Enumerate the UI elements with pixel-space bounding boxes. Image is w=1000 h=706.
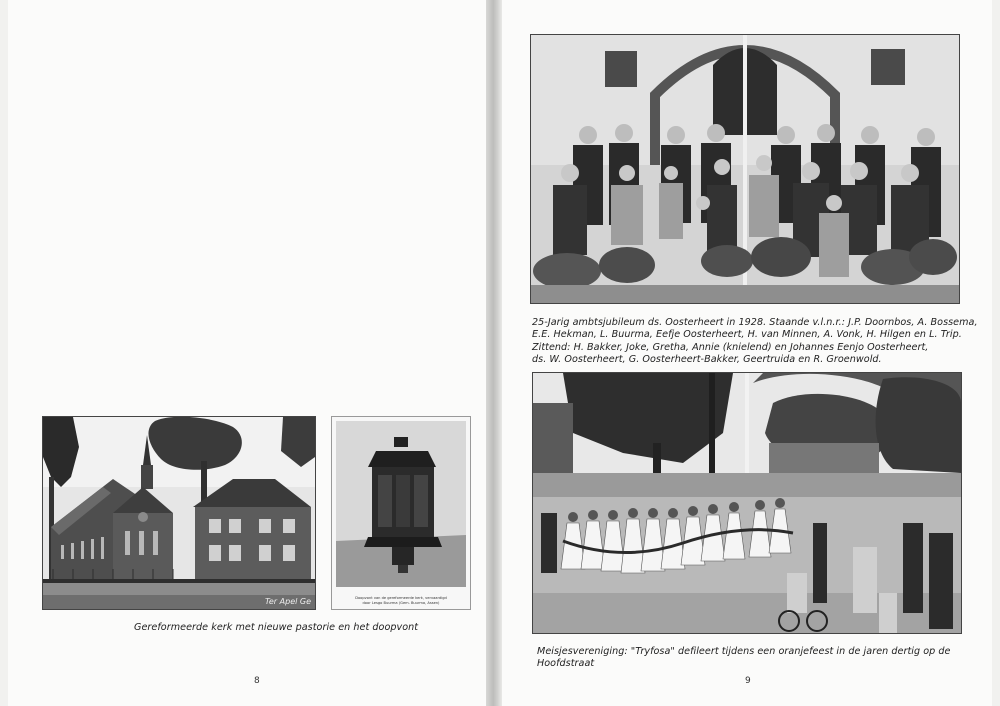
caption-group-line-1: 25-Jarig ambtsjubileum ds. Oosterheert in 1928. Staande v.l.n.r.: J.P. Doornbos, A. Bossema, [532,317,978,328]
photo-watermark: Ter Apel Ge [264,597,311,606]
caption-group-line-4: ds. W. Oosterheert, G. Oosterheert-Bakker, Geertruida en R. Groenwold. [532,354,882,366]
page-number-left: 8 [254,676,260,686]
caption-church: Gereformeerde kerk met nieuwe pastorie en het doopvont [134,622,419,633]
page-number-right: 9 [745,676,751,686]
caption-group-line-3: Zittend: H. Bakker, Joke, Gretha, Annie (knielend) en Johannes Eenjo Oosterheert, [532,341,929,353]
parade-illustration [533,373,961,633]
book-gutter [486,0,502,706]
photo-baptismal-font [331,416,471,610]
church-illustration [43,417,315,609]
photo-group-jubilee [530,34,960,304]
baptismal-font-illustration [332,417,470,609]
group-portrait-illustration [531,35,959,303]
caption-group-line-2: E.E. Hekman, L. Buurma, Eefje Oosterheert, H. van Minnen, A. Vonk, H. Hilgen en L. Trip. [532,329,962,341]
photo-church-parsonage [42,416,316,610]
photo-parade [532,372,962,634]
caption-parade: Meisjesvereniging: "Tryfosa" defileert tijdens een oranjefeest in de jaren dertig op de Hoofdstraat [537,646,951,670]
caption-group [532,317,978,367]
plate-caption: Doopvont van de gereformeerde kerk, vervaardigd door Lesgo Buurma (Gem. Buurma, Assen) [355,596,447,605]
